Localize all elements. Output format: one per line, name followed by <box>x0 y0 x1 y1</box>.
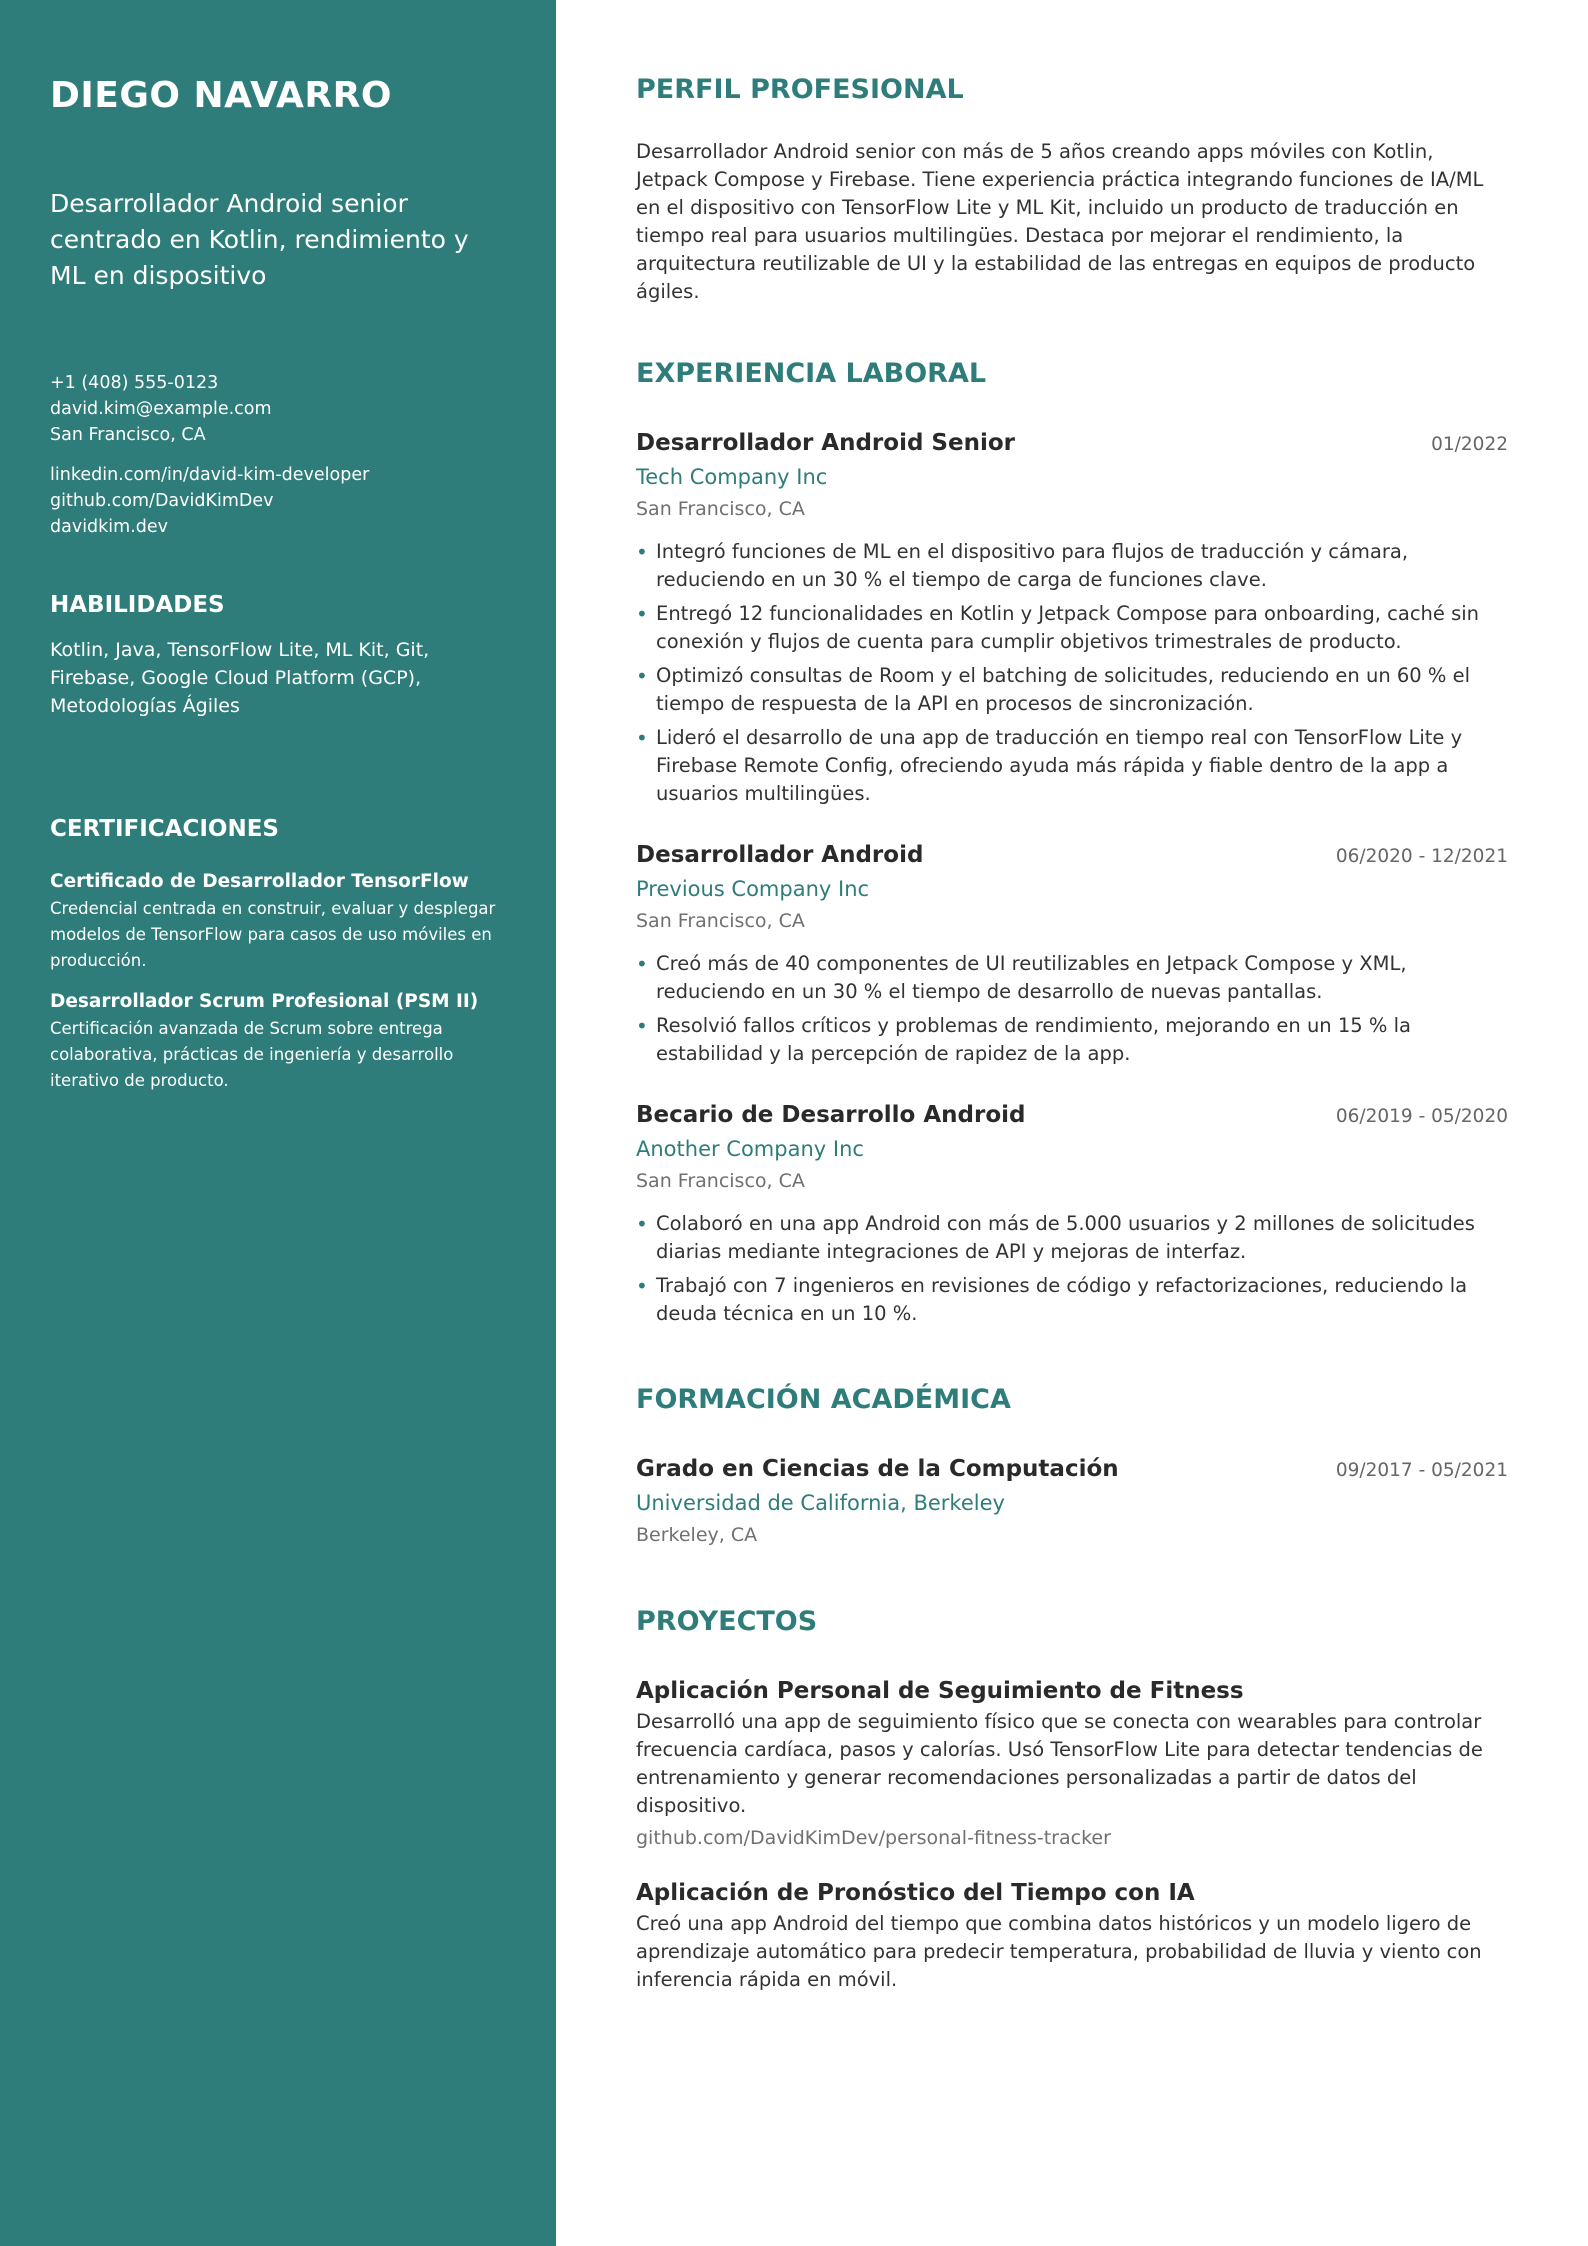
email[interactable]: david.kim@example.com <box>50 399 272 419</box>
certification-description: Certificación avanzada de Scrum sobre entrega colaborativa, prácticas de ingeniería y desarrollo iterativo de producto. <box>50 1019 454 1090</box>
projects-section <box>636 1604 1508 1994</box>
experience-section <box>636 356 1508 1328</box>
contact-block <box>50 370 506 448</box>
job-company: Previous Company Inc <box>636 877 870 901</box>
experience-heading: EXPERIENCIA LABORAL <box>636 358 987 389</box>
bullet-icon: • <box>636 602 648 626</box>
job-bullets <box>636 1210 1508 1328</box>
projects-heading: PROYECTOS <box>636 1606 818 1637</box>
certification-description: Credencial centrada en construir, evaluar y desplegar modelos de TensorFlow para casos de uso móviles en producción. <box>50 899 496 970</box>
job-title: Desarrollador Android Senior <box>636 430 1015 456</box>
certification-item <box>50 868 506 974</box>
list-item <box>636 538 1508 594</box>
certifications-heading: CERTIFICACIONES <box>50 816 279 842</box>
bullet-text: Creó más de 40 componentes de UI reutilizables en Jetpack Compose y XML, reduciendo en un 30 % el tiempo de desarrollo de nuevas pantallas. <box>656 952 1407 1003</box>
certification-title: Desarrollador Scrum Profesional (PSM II) <box>50 991 479 1012</box>
list-item <box>636 724 1508 808</box>
bullet-icon: • <box>636 726 648 750</box>
bullet-text: Entregó 12 funcionalidades en Kotlin y Jetpack Compose para onboarding, caché sin conexión y flujos de cuenta para cumplir objetivos trimestrales de producto. <box>656 602 1480 653</box>
school-location: Berkeley, CA <box>636 1524 758 1546</box>
education-entry <box>636 1452 1508 1550</box>
job-title: Becario de Desarrollo Android <box>636 1102 1026 1128</box>
certifications-list <box>50 868 506 1094</box>
job-date: 06/2020 - 12/2021 <box>1335 846 1508 867</box>
candidate-name: DIEGO NAVARRO <box>50 75 392 116</box>
bullet-text: Trabajó con 7 ingenieros en revisiones de código y refactorizaciones, reduciendo la deuda técnica en un 10 %. <box>656 1274 1468 1325</box>
school-name: Universidad de California, Berkeley <box>636 1491 1005 1515</box>
list-item <box>636 1012 1508 1068</box>
list-item <box>636 662 1508 718</box>
profile-summary: Desarrollador Android senior con más de 5 años creando apps móviles con Kotlin, Jetpack Compose y Firebase. Tiene experiencia práctica integrando funciones de IA/ML en el dispositivo con TensorFlow Lite y ML Kit, incluido un producto de traducción en tiempo real para usuarios multilingües. Destaca por mejorar el rendimiento, la arquitectura reutilizable de UI y la estabilidad de las entregas en equipos de producto ágiles. <box>636 140 1484 303</box>
job-header <box>636 838 1508 872</box>
skills-heading: HABILIDADES <box>50 592 225 618</box>
degree-title: Grado en Ciencias de la Computación <box>636 1456 1119 1482</box>
list-item <box>636 600 1508 656</box>
profile-heading: PERFIL PROFESIONAL <box>636 74 964 105</box>
github-link[interactable]: github.com/DavidKimDev <box>50 491 274 511</box>
list-item <box>636 1272 1508 1328</box>
job-entry <box>636 1098 1508 1328</box>
job-location: San Francisco, CA <box>636 498 805 520</box>
bullet-icon: • <box>636 540 648 564</box>
location: San Francisco, CA <box>50 425 206 445</box>
sidebar <box>0 0 556 2246</box>
bullet-icon: • <box>636 664 648 688</box>
job-company: Another Company Inc <box>636 1137 864 1161</box>
project-link[interactable]: github.com/DavidKimDev/personal-fitness-tracker <box>636 1827 1111 1849</box>
bullet-icon: • <box>636 952 648 976</box>
education-section <box>636 1382 1508 1550</box>
list-item <box>636 1210 1508 1266</box>
job-company: Tech Company Inc <box>636 465 828 489</box>
job-entry <box>636 838 1508 1068</box>
profile-section <box>636 72 1508 306</box>
certification-title: Certificado de Desarrollador TensorFlow <box>50 871 469 892</box>
bullet-text: Lideró el desarrollo de una app de traducción en tiempo real con TensorFlow Lite y Firebase Remote Config, ofreciendo ayuda más rápida y fiable dentro de la app a usuarios multilingües. <box>656 726 1463 805</box>
job-header <box>636 426 1508 460</box>
bullet-icon: • <box>636 1014 648 1038</box>
job-bullets <box>636 538 1508 808</box>
job-bullets <box>636 950 1508 1068</box>
education-heading: FORMACIÓN ACADÉMICA <box>636 1384 1011 1415</box>
main-content <box>636 0 1508 1994</box>
job-entry <box>636 426 1508 808</box>
bullet-icon: • <box>636 1212 648 1236</box>
project-title: Aplicación Personal de Seguimiento de Fitness <box>636 1678 1244 1704</box>
bullet-text: Integró funciones de ML en el dispositivo para flujos de traducción y cámara, reduciendo en un 30 % el tiempo de carga de funciones clave. <box>656 540 1409 591</box>
skills-text: Kotlin, Java, TensorFlow Lite, ML Kit, Git, Firebase, Google Cloud Platform (GCP), Metodologías Ágiles <box>50 639 430 717</box>
project-description: Desarrolló una app de seguimiento físico que se conecta con wearables para controlar frecuencia cardíaca, pasos y calorías. Usó TensorFlow Lite para detectar tendencias de entrenamiento y generar recomendaciones personalizadas a partir de datos del dispositivo. <box>636 1710 1483 1817</box>
linkedin-link[interactable]: linkedin.com/in/david-kim-developer <box>50 465 370 485</box>
job-title: Desarrollador Android <box>636 842 924 868</box>
bullet-text: Resolvió fallos críticos y problemas de rendimiento, mejorando en un 15 % la estabilidad y la percepción de rapidez de la app. <box>656 1014 1411 1065</box>
certification-item <box>50 988 506 1094</box>
job-header <box>636 1098 1508 1132</box>
links-block <box>50 462 506 540</box>
project-entry <box>636 1674 1508 1854</box>
website-link[interactable]: davidkim.dev <box>50 517 168 537</box>
project-entry <box>636 1876 1508 1994</box>
bullet-text: Colaboró en una app Android con más de 5.000 usuarios y 2 millones de solicitudes diarias mediante integraciones de API y mejoras de interfaz. <box>656 1212 1475 1263</box>
job-date: 01/2022 <box>1431 434 1508 455</box>
bullet-icon: • <box>636 1274 648 1298</box>
project-description: Creó una app Android del tiempo que combina datos históricos y un modelo ligero de aprendizaje automático para predecir temperatura, probabilidad de lluvia y viento con inferencia rápida en móvil. <box>636 1912 1482 1991</box>
bullet-text: Optimizó consultas de Room y el batching de solicitudes, reduciendo en un 60 % el tiempo de respuesta de la API en procesos de sincronización. <box>656 664 1471 715</box>
education-date: 09/2017 - 05/2021 <box>1335 1460 1508 1481</box>
list-item <box>636 950 1508 1006</box>
headline: Desarrollador Android senior centrado en Kotlin, rendimiento y ML en dispositivo <box>50 189 469 290</box>
phone: +1 (408) 555-0123 <box>50 373 219 393</box>
job-date: 06/2019 - 05/2020 <box>1335 1106 1508 1127</box>
job-location: San Francisco, CA <box>636 1170 805 1192</box>
education-header <box>636 1452 1508 1486</box>
job-location: San Francisco, CA <box>636 910 805 932</box>
project-title: Aplicación de Pronóstico del Tiempo con IA <box>636 1880 1195 1906</box>
